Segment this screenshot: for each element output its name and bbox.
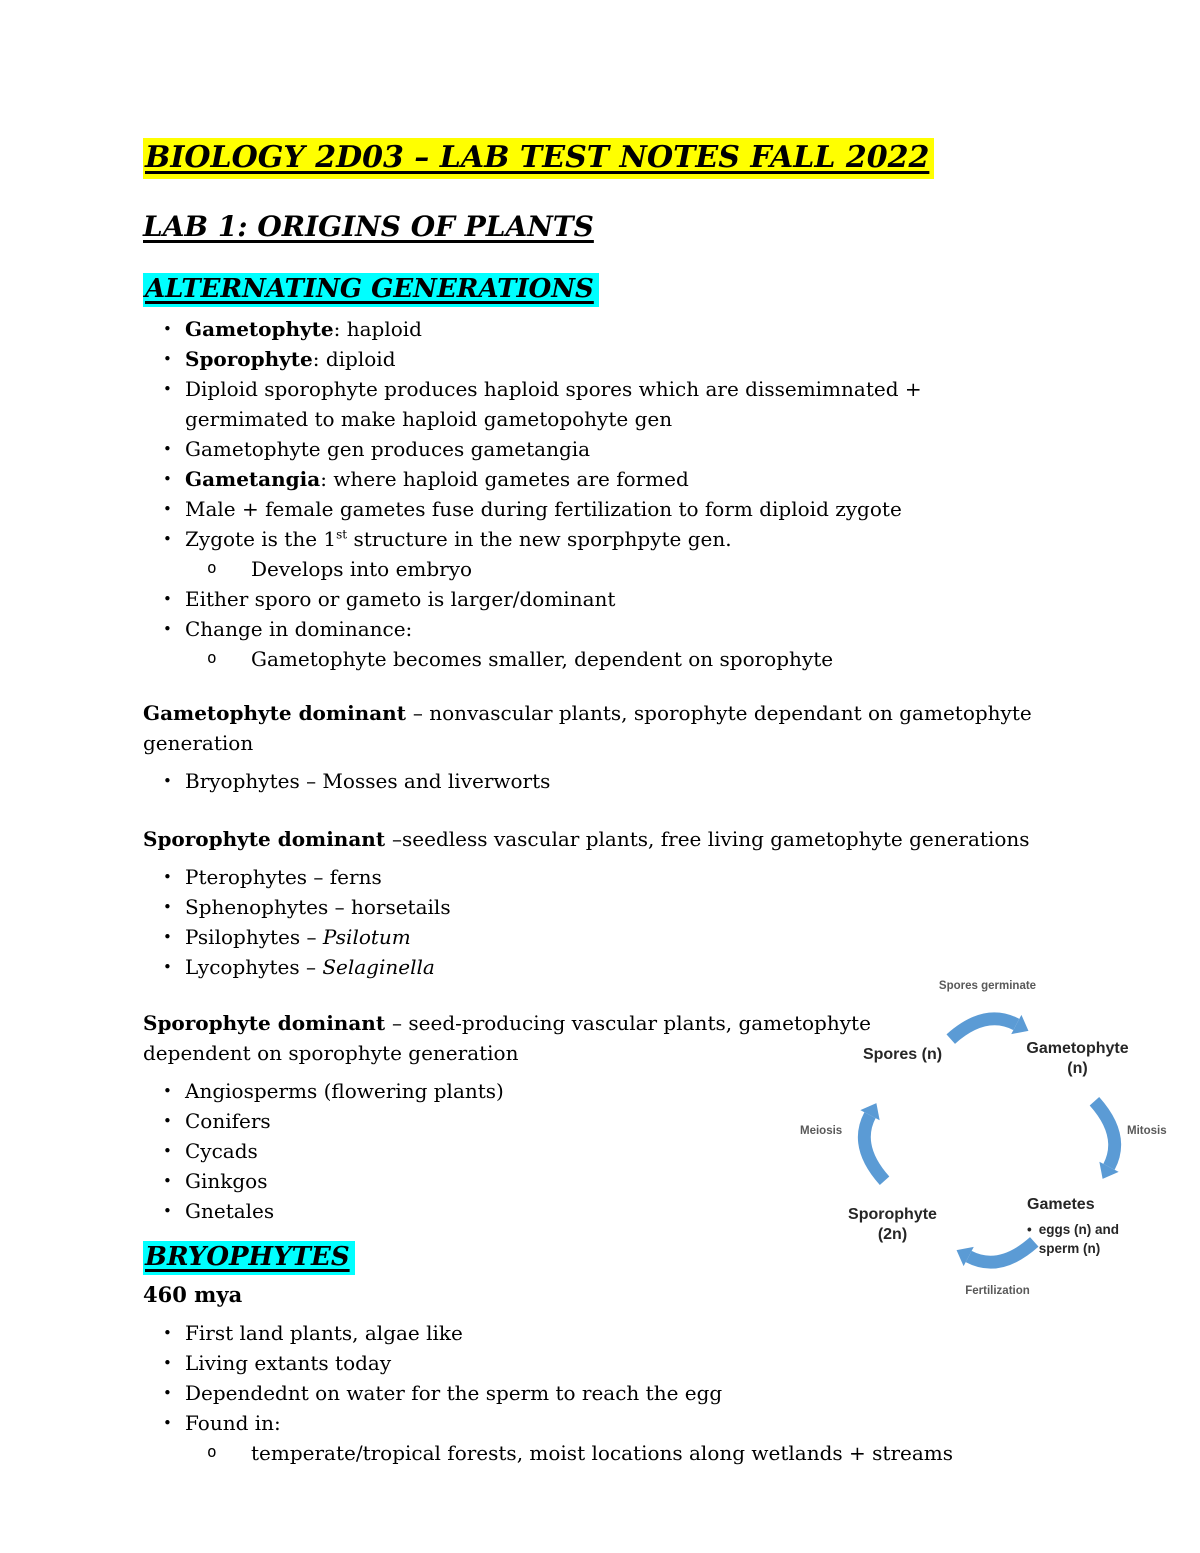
paragraph-term: Gametophyte dominant (143, 701, 413, 725)
document-title (143, 138, 1063, 178)
cycle-arrow-gametophyte-to-gametes (1084, 1096, 1135, 1184)
list-item (143, 922, 1048, 952)
sub-bullet-marker: o (207, 648, 217, 667)
detail-line: sperm (n) (1038, 1241, 1101, 1256)
bullet-marker: • (1027, 1222, 1032, 1237)
diagram-node-gametophyte (1015, 1039, 1140, 1079)
cycle-arrow-sporophyte-to-spores (845, 1099, 896, 1187)
item-text: First land plants, algae like (185, 1321, 463, 1345)
list-item (143, 892, 1048, 922)
node-line: (2n) (877, 1226, 908, 1243)
species-name: Psilotum (322, 925, 411, 949)
sporophyte-dominant-seedless-paragraph (143, 824, 1053, 854)
bryophytes-list (143, 1318, 1048, 1468)
sub-item-text: Develops into embryo (251, 557, 473, 581)
bullet-marker: • (163, 1112, 172, 1130)
gametophyte-dominant-paragraph (143, 698, 1053, 758)
bullet-marker: • (163, 1384, 172, 1402)
item-text: Gnetales (185, 1199, 275, 1223)
list-item (143, 584, 1048, 614)
item-text: Pterophytes – ferns (185, 865, 382, 889)
arrow-body (951, 1019, 1017, 1039)
item-text: Zygote is the 1 (185, 527, 337, 551)
arrow-body (1094, 1101, 1114, 1167)
bullet-marker: • (163, 958, 172, 976)
item-text: structure in the new sporphpyte gen. (347, 527, 732, 551)
list-item (143, 1348, 1048, 1378)
sporophyte-dominant-seedless-list (143, 862, 1048, 982)
bullet-marker: • (163, 1354, 172, 1372)
sub-list-item (185, 554, 1048, 584)
bullet-marker: • (163, 320, 172, 338)
item-text: Dependednt on water for the sperm to reach the egg (185, 1381, 723, 1405)
bullet-marker: • (163, 500, 172, 518)
sub-item-text: temperate/tropical forests, moist locations along wetlands + streams (251, 1441, 953, 1465)
list-item (143, 314, 1048, 344)
bullet-marker: • (163, 590, 172, 608)
sub-bullet-marker: o (207, 558, 217, 577)
bryophytes-subheading: 460 mya (143, 1282, 243, 1307)
bullet-marker: • (163, 620, 172, 638)
bullet-marker: • (163, 440, 172, 458)
item-text: Change in dominance: (185, 617, 413, 641)
list-item (143, 766, 1048, 796)
sub-bullet-marker: o (207, 1442, 217, 1461)
bullet-marker: • (163, 772, 172, 790)
bullet-marker: • (163, 530, 172, 548)
section-heading-text: ALTERNATING GENERATIONS (143, 273, 599, 307)
bullet-marker: • (163, 350, 172, 368)
lab-heading (143, 208, 1063, 246)
bullet-marker: • (163, 1324, 172, 1342)
node-line: Sporophyte (848, 1206, 937, 1223)
list-item (143, 434, 1048, 464)
paragraph-text: – nonvascular plants, sporophyte dependant on gametophyte generation (143, 701, 1032, 755)
diagram-label-fertilization: Fertilization (965, 1285, 1030, 1297)
gametes-detail-lines (1039, 1220, 1119, 1258)
list-item (143, 524, 1048, 584)
item-text: Conifers (185, 1109, 271, 1133)
sub-item-text: Gametophyte becomes smaller, dependent on sporophyte (251, 647, 834, 671)
item-text: Cycads (185, 1139, 258, 1163)
item-text: Angiosperms (flowering plants) (185, 1079, 504, 1103)
item-text: : diploid (312, 347, 396, 371)
paragraph-text: – seed-producing vascular plants, gametophyte dependent on sporophyte generation (143, 1011, 871, 1065)
list-item (143, 464, 1048, 494)
list-item (143, 374, 1048, 434)
bullet-marker: • (163, 1172, 172, 1190)
diagram-label-mitosis: Mitosis (1127, 1125, 1167, 1137)
alternating-generations-list (143, 314, 1048, 674)
node-line: (n) (1067, 1060, 1088, 1077)
bullet-marker: • (163, 1414, 172, 1432)
item-text: Gametophyte gen produces gametangia (185, 437, 591, 461)
item-text: Sphenophytes – horsetails (185, 895, 451, 919)
detail-line: eggs (n) and (1038, 1222, 1119, 1237)
bullet-marker: • (163, 1202, 172, 1220)
item-text: : where haploid gametes are formed (320, 467, 689, 491)
bullet-marker: • (163, 470, 172, 488)
list-item (143, 614, 1048, 674)
item-text: Bryophytes – Mosses and liverworts (185, 769, 551, 793)
bullet-marker: • (163, 1082, 172, 1100)
lab-heading-text: LAB 1: ORIGINS OF PLANTS (143, 210, 594, 243)
diagram-node-sporophyte (820, 1205, 965, 1245)
item-text: Lycophytes – (185, 955, 323, 979)
sub-list-item (185, 644, 1048, 674)
cycle-arrow-gametes-to-sporophyte (952, 1231, 1040, 1282)
superscript: st (336, 527, 348, 542)
section-heading-text: BRYOPHYTES (143, 1241, 355, 1275)
bullet-marker: • (163, 928, 172, 946)
item-text: Male + female gametes fuse during fertilization to form diploid zygote (185, 497, 902, 521)
item-text: Psilophytes – (185, 925, 323, 949)
arrow-body (864, 1115, 884, 1181)
diagram-gametes-detail (1027, 1220, 1119, 1258)
bullet-marker: • (163, 380, 172, 398)
bullet-marker: • (163, 868, 172, 886)
diagram-label-meiosis: Meiosis (800, 1125, 843, 1137)
item-text: Found in: (185, 1411, 281, 1435)
paragraph-term: Sporophyte dominant (143, 1011, 393, 1035)
bullet-marker: • (163, 1142, 172, 1160)
paragraph-term: Sporophyte dominant (143, 827, 393, 851)
list-item (143, 1378, 1048, 1408)
paragraph-text: –seedless vascular plants, free living gametophyte generations (392, 827, 1030, 851)
item-text: Ginkgos (185, 1169, 268, 1193)
sub-list-item (185, 1438, 1048, 1468)
node-line: Gametophyte (1026, 1040, 1129, 1057)
diagram-node-spores: Spores (n) (862, 1046, 943, 1063)
species-name: Selaginella (322, 955, 435, 979)
item-text: Diploid sporophyte produces haploid spores which are dissemimnated + germimated to make haploid gametopohyte gen (185, 377, 922, 431)
term: Gametophyte (185, 317, 334, 341)
term: Sporophyte (185, 347, 313, 371)
diagram-node-gametes: Gametes (1027, 1196, 1095, 1213)
item-text: : haploid (333, 317, 422, 341)
list-item (143, 494, 1048, 524)
gametophyte-dominant-list (143, 766, 1048, 796)
bullet-marker: • (163, 898, 172, 916)
list-item (143, 862, 1048, 892)
life-cycle-diagram (790, 975, 1190, 1325)
document-title-text: BIOLOGY 2D03 – LAB TEST NOTES FALL 2022 (143, 138, 934, 179)
item-text: Either sporo or gameto is larger/dominant (185, 587, 616, 611)
arrow-body (969, 1242, 1035, 1262)
item-text: Living extants today (185, 1351, 392, 1375)
list-item (143, 344, 1048, 374)
section-heading-alternating-generations (143, 272, 1063, 306)
list-item (143, 1408, 1048, 1468)
diagram-label-spores-germinate: Spores germinate (938, 980, 1037, 992)
term: Gametangia (185, 467, 321, 491)
